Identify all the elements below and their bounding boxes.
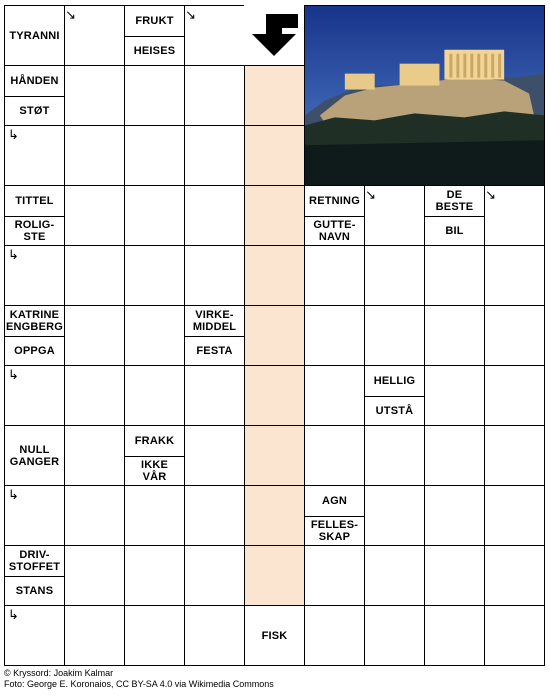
answer-cell[interactable]: [244, 245, 305, 306]
down-right-arrow-icon: ↳: [8, 367, 19, 382]
clue-cell: [4, 65, 65, 126]
answer-cell[interactable]: [64, 185, 125, 246]
clue-divider: [125, 36, 184, 37]
answer-cell[interactable]: [124, 125, 185, 186]
answer-cell[interactable]: [124, 185, 185, 246]
answer-cell[interactable]: [424, 305, 485, 366]
clue-cell: [4, 425, 65, 486]
answer-cell[interactable]: [304, 545, 365, 606]
acropolis-photo: [304, 5, 545, 186]
answer-cell[interactable]: [184, 545, 245, 606]
clue-divider: [5, 576, 64, 577]
answer-cell[interactable]: [424, 545, 485, 606]
answer-cell[interactable]: [364, 545, 425, 606]
answer-cell[interactable]: [124, 545, 185, 606]
clue-text: HELLIG: [373, 374, 416, 387]
clue-text: FRUKT: [135, 14, 174, 27]
clue-divider: [305, 216, 364, 217]
clue-divider: [5, 216, 64, 217]
clue-text: FISK: [261, 629, 288, 642]
answer-cell[interactable]: [64, 425, 125, 486]
right-down-arrow-icon: ↘: [185, 7, 196, 22]
answer-cell[interactable]: [304, 365, 365, 426]
answer-cell[interactable]: [364, 245, 425, 306]
clue-cell: [304, 485, 365, 546]
clue-text: TITTEL: [15, 194, 54, 207]
answer-cell[interactable]: [244, 305, 305, 366]
answer-cell[interactable]: [304, 605, 365, 666]
answer-cell[interactable]: [424, 485, 485, 546]
answer-cell[interactable]: [124, 65, 185, 126]
credit-photo: Foto: George E. Koronaios, CC BY-SA 4.0 via Wikimedia Commons: [4, 678, 274, 689]
answer-cell[interactable]: [244, 425, 305, 486]
answer-cell[interactable]: [484, 305, 545, 366]
answer-cell[interactable]: [64, 365, 125, 426]
clue-text: OPPGA: [14, 344, 55, 357]
answer-cell[interactable]: [124, 485, 185, 546]
clue-text: DE BESTE: [435, 188, 474, 213]
answer-cell[interactable]: [4, 245, 65, 306]
answer-cell[interactable]: [124, 305, 185, 366]
answer-cell[interactable]: [304, 425, 365, 486]
answer-cell[interactable]: [124, 365, 185, 426]
clue-text: HÅNDEN: [10, 74, 59, 87]
answer-cell[interactable]: [364, 485, 425, 546]
clue-divider: [185, 336, 244, 337]
clue-text: ROLIG- STE: [14, 218, 55, 243]
answer-cell[interactable]: [184, 65, 245, 126]
clue-text: GUTTE- NAVN: [313, 218, 356, 243]
answer-cell[interactable]: [184, 245, 245, 306]
answer-cell[interactable]: [184, 365, 245, 426]
clue-divider: [365, 396, 424, 397]
answer-cell[interactable]: [244, 125, 305, 186]
right-down-arrow-icon: ↘: [485, 187, 496, 202]
right-down-arrow-icon: ↘: [65, 7, 76, 22]
answer-cell[interactable]: [244, 485, 305, 546]
answer-cell[interactable]: [244, 365, 305, 426]
clue-text: FELLES- SKAP: [310, 518, 359, 543]
clue-cell: [184, 305, 245, 366]
answer-cell[interactable]: [484, 485, 545, 546]
clue-divider: [5, 96, 64, 97]
clue-text: KATRINE ENGBERG: [5, 308, 64, 333]
answer-cell[interactable]: [424, 245, 485, 306]
clue-cell: [124, 425, 185, 486]
down-right-arrow-icon: ↳: [8, 487, 19, 502]
clue-divider: [125, 456, 184, 457]
bent-arrow-icon: [248, 12, 300, 58]
answer-cell[interactable]: [484, 545, 545, 606]
clue-text: UTSTÅ: [375, 404, 414, 417]
answer-cell[interactable]: [424, 605, 485, 666]
down-right-arrow-icon: ↳: [8, 607, 19, 622]
clue-text: FRAKK: [134, 434, 175, 447]
clue-cell: [364, 365, 425, 426]
answer-cell[interactable]: [124, 245, 185, 306]
clue-cell: [124, 5, 196, 66]
clue-divider: [425, 216, 484, 217]
clue-text: FESTA: [196, 344, 233, 357]
clue-cell: [304, 185, 376, 246]
answer-cell[interactable]: [244, 545, 305, 606]
answer-cell[interactable]: [64, 485, 125, 546]
answer-cell[interactable]: [64, 605, 125, 666]
answer-cell[interactable]: [304, 245, 365, 306]
clue-text: RETNING: [309, 194, 360, 207]
answer-cell[interactable]: [184, 185, 245, 246]
clue-divider: [5, 336, 64, 337]
clue-text: STØT: [19, 104, 50, 117]
answer-cell[interactable]: [364, 305, 425, 366]
answer-cell[interactable]: [424, 365, 485, 426]
answer-cell[interactable]: [364, 605, 425, 666]
clue-text: BIL: [445, 224, 464, 237]
answer-cell[interactable]: [4, 125, 65, 186]
clue-text: STANS: [15, 584, 54, 597]
answer-cell[interactable]: [184, 605, 245, 666]
clue-text: NULL GANGER: [9, 443, 60, 468]
clue-cell: [424, 185, 496, 246]
answer-cell[interactable]: [484, 245, 545, 306]
photo-image: [305, 6, 544, 185]
answer-cell[interactable]: [424, 425, 485, 486]
clue-cell: [4, 5, 76, 66]
clue-cell: [4, 545, 65, 606]
answer-cell[interactable]: [184, 485, 245, 546]
answer-cell[interactable]: [64, 245, 125, 306]
answer-cell[interactable]: [484, 425, 545, 486]
clue-cell: [4, 305, 65, 366]
clue-text: AGN: [321, 494, 348, 507]
clue-cell: [4, 185, 65, 246]
clue-text: TYRANNI: [9, 29, 60, 42]
answer-cell[interactable]: [184, 425, 245, 486]
credits: [4, 668, 274, 689]
answer-cell[interactable]: [364, 425, 425, 486]
credit-crossword: © Kryssord: Joakim Kalmar: [4, 668, 114, 678]
answer-cell[interactable]: [244, 65, 305, 126]
answer-cell[interactable]: [64, 125, 125, 186]
answer-cell[interactable]: [64, 65, 125, 126]
answer-cell[interactable]: [64, 305, 125, 366]
answer-cell[interactable]: [4, 365, 65, 426]
right-down-arrow-icon: ↘: [365, 187, 376, 202]
clue-divider: [305, 516, 364, 517]
answer-cell[interactable]: [484, 365, 545, 426]
clue-text: HEISES: [133, 44, 176, 57]
clue-text: VIRKE- MIDDEL: [192, 308, 237, 333]
answer-cell[interactable]: [124, 605, 185, 666]
down-right-arrow-icon: ↳: [8, 127, 19, 142]
answer-cell[interactable]: [484, 605, 545, 666]
clue-text: IKKE VÅR: [140, 458, 169, 483]
answer-cell[interactable]: [184, 125, 245, 186]
clue-cell: [244, 605, 305, 666]
answer-cell[interactable]: [244, 185, 305, 246]
answer-cell[interactable]: [64, 545, 125, 606]
down-right-arrow-icon: ↳: [8, 247, 19, 262]
answer-cell[interactable]: [4, 485, 65, 546]
answer-cell[interactable]: [4, 605, 65, 666]
clue-text: DRIV- STOFFET: [8, 548, 61, 573]
answer-cell[interactable]: [304, 305, 365, 366]
